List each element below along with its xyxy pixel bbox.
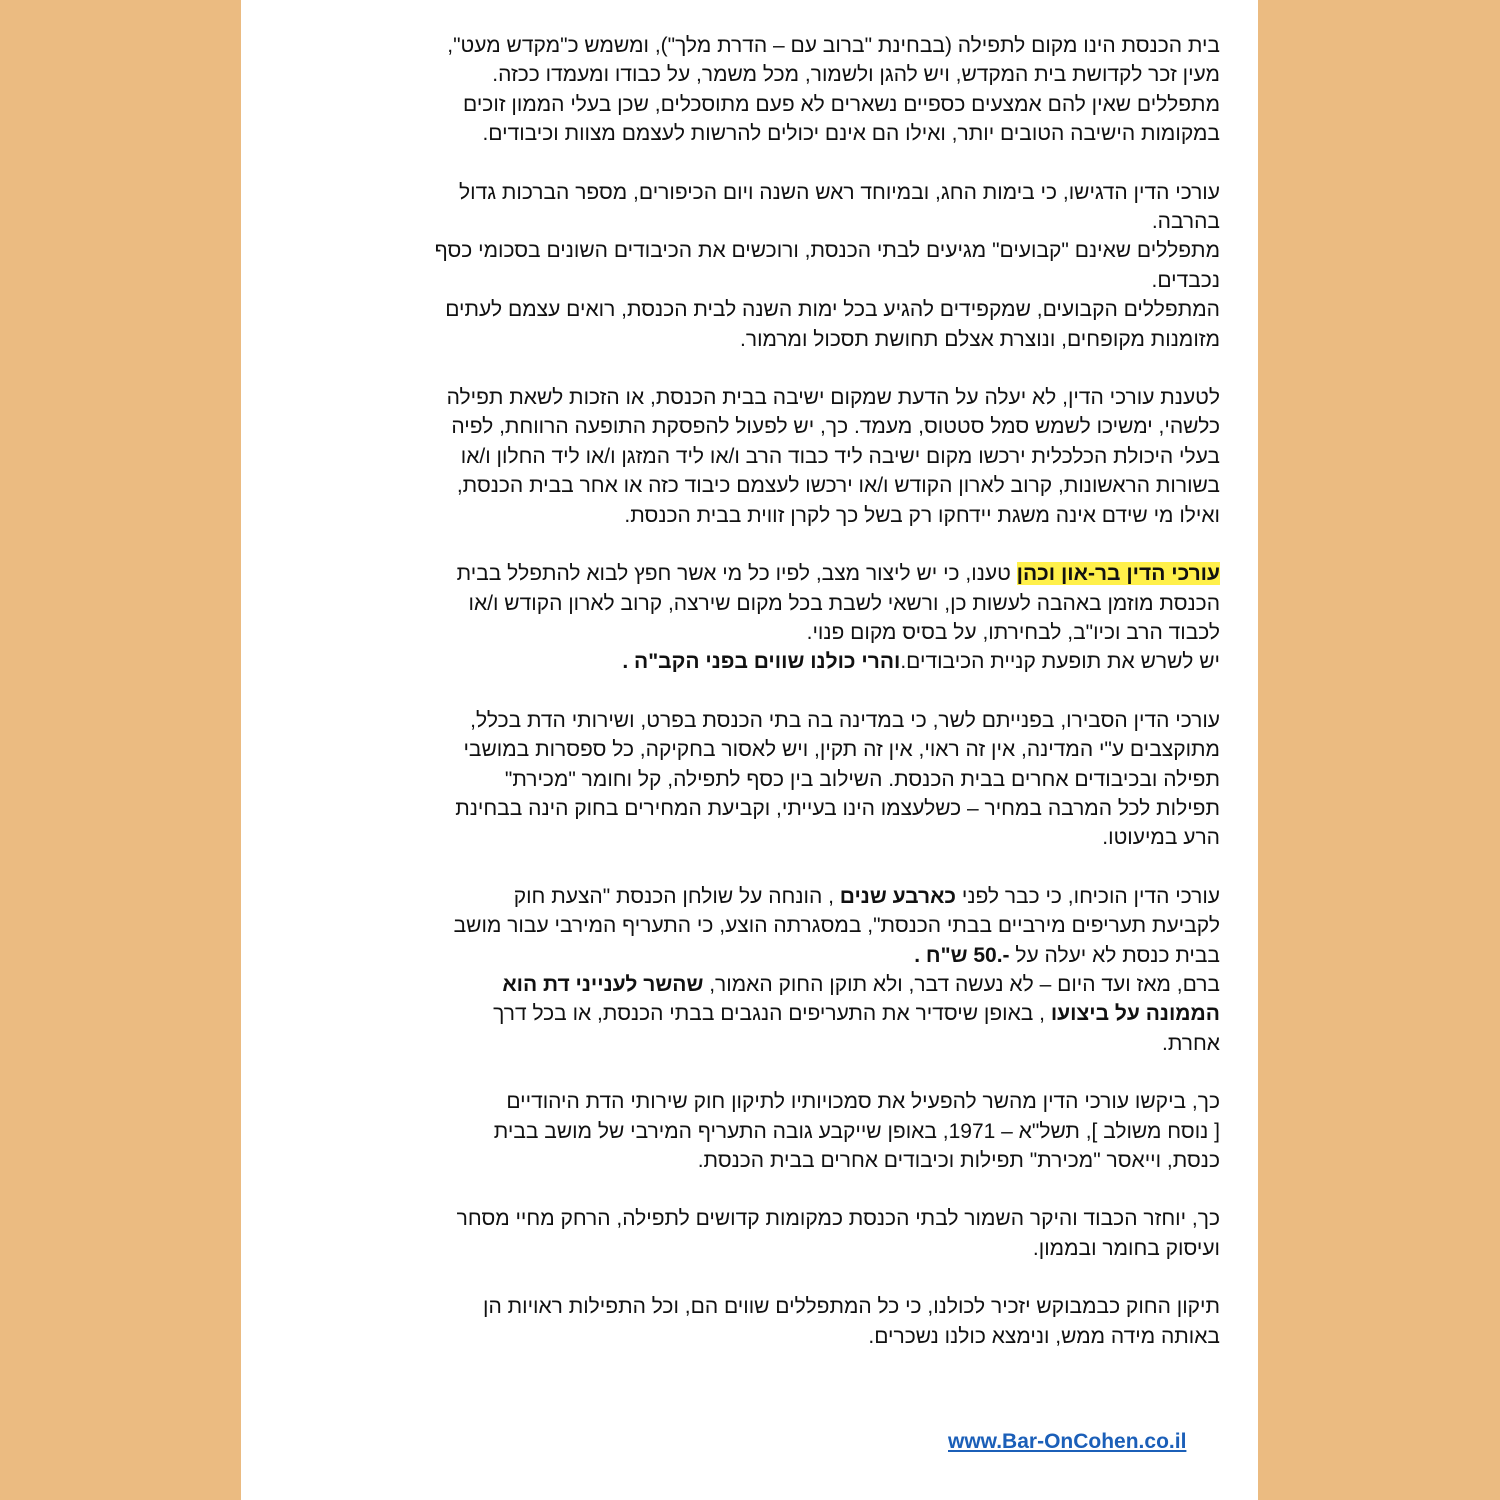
bold-responsible: הממונה על ביצועו	[1050, 1002, 1220, 1026]
bold-years: כארבע שנים	[839, 884, 957, 908]
text-line: עורכי הדין הסבירו, בפנייתם לשר, כי במדינה בה בתי הכנסת בפרט, ושירותי הדת בכלל,	[470, 708, 1220, 732]
paragraph-honor-restored	[331, 1204, 1220, 1263]
text-line: ואילו מי שידם אינה משגת יידחקו רק בשל כך לקרן זווית בבית הכנסת.	[624, 503, 1220, 527]
article-body	[331, 31, 1220, 1351]
text-run: ברם, מאז ועד היום – לא נעשה דבר, ולא תוקן החוק האמור,	[703, 972, 1220, 996]
text-line: תיקון החוק כבמבוקש יזכיר לכולנו, כי כל המתפללים שווים הם, וכל התפילות ראויות הן	[483, 1295, 1220, 1319]
text-line: כך, ביקשו עורכי הדין מהשר להפעיל את סמכויותיו לתיקון חוק שירותי הדת היהודיים	[506, 1090, 1220, 1114]
text-line	[331, 999, 1220, 1028]
text-line: מעין זכר לקדושת בית המקדש, ויש להגן ולשמור, מכל משמר, על כבודו ומעמדו ככזה.	[492, 63, 1220, 87]
text-line: כך, יוחזר הכבוד והיקר השמור לבתי הכנסת כמקומות קדושים לתפילה, הרחק מחיי מסחר	[456, 1207, 1220, 1231]
text-line: באותה מידה ממש, ונימצא כולנו נשכרים.	[868, 1324, 1220, 1348]
text-line	[331, 647, 1220, 676]
text-line: בשורות הראשונות, קרוב לארון הקודש ו/או ירכשו לעצמם כיבוד כזה או אחר בבית הכנסת,	[456, 474, 1220, 498]
text-line	[331, 882, 1220, 911]
text-run: יש לשרש את תופעת קניית הכיבודים.	[900, 650, 1220, 674]
text-line: המתפללים הקבועים, שמקפידים להגיע בכל ימות השנה לבית הכנסת, רואים עצמם לעתים	[445, 298, 1220, 322]
text-line: הכנסת מוזמן באהבה לעשות כן, ורשאי לשבת בכל מקום שירצה, קרוב לארון הקודש ו/או	[468, 591, 1220, 615]
text-line: תפילה ובכיבודים אחרים בבית הכנסת. השילוב בין כסף לתפילה, קל וחומר "מכירת"	[504, 767, 1220, 791]
paragraph-status-symbol	[331, 383, 1220, 530]
text-run: , באופן שיסדיר את התעריפים הנגבים בבתי הכנסת, או בכל דרך	[493, 1002, 1051, 1026]
text-line	[331, 559, 1220, 588]
text-line: מתוקצבים ע"י המדינה, אין זה ראוי, אין זה תקין, ויש לאסור בחקיקה, כל ספסרות במושבי	[463, 738, 1220, 762]
text-line	[331, 941, 1220, 970]
highlighted-names: עורכי הדין בר-און וכהן	[1016, 562, 1220, 586]
text-run: טענו, כי יש ליצור מצב, לפיו כל מי אשר חפץ לבוא להתפלל בבית	[456, 562, 1017, 586]
text-line: נכבדים.	[1151, 268, 1220, 292]
paragraph-request	[331, 1087, 1220, 1175]
document-page	[241, 0, 1258, 1500]
paragraph-bill-history	[331, 882, 1220, 1058]
text-line: מתפללים שאין להם אמצעים כספיים נשארים לא פעם מתוסכלים, שכן בעלי הממון זוכים	[463, 92, 1220, 116]
text-line: במקומות הישיבה הטובים יותר, ואילו הם אינם יכולים להרשות לעצמם מצוות וכיבודים.	[482, 122, 1220, 146]
paragraph-holidays	[331, 178, 1220, 354]
text-line	[331, 970, 1220, 999]
text-line: בהרבה.	[1151, 210, 1220, 234]
text-line: מזומנות מקופחים, ונוצרת אצלם תחושת תסכול ומרמור.	[740, 327, 1220, 351]
website-link[interactable]: www.Bar-OnCohen.co.il	[948, 1430, 1187, 1453]
text-line: לקביעת תעריפים מירביים בבתי הכנסת", במסגרתה הוצע, כי התעריף המירבי עבור מושב	[453, 914, 1220, 938]
paragraph-synagogue-purpose	[331, 31, 1220, 149]
text-line: אחרת.	[1162, 1031, 1220, 1055]
text-line: בית הכנסת הינו מקום לתפילה (בבחינת "ברוב עם – הדרת מלך"), ומשמש כ"מקדש מעט",	[447, 34, 1220, 57]
text-line: ועיסוק בחומר ובממון.	[1032, 1236, 1220, 1260]
text-line: [ נוסח משולב ], תשל"א – 1971, באופן שייקבע גובה התעריף המירבי של מושב בבית	[493, 1119, 1220, 1143]
text-run: עורכי הדין הוכיחו, כי כבר לפני	[956, 884, 1220, 908]
text-line: לכבוד הרב וכיו"ב, לבחירתו, על בסיס מקום פנוי.	[806, 620, 1220, 644]
text-line: בעלי היכולת הכלכלית ירכשו מקום ישיבה ליד כבוד הרב ו/או ליד המזגן ו/או ליד החלון ו/או	[460, 444, 1220, 468]
paragraph-conclusion	[331, 1292, 1220, 1351]
text-line: עורכי הדין הדגישו, כי בימות החג, ובמיוחד ראש השנה ויום הכיפורים, מספר הברכות גדול	[458, 180, 1220, 204]
text-line: הרע במיעוטו.	[1102, 826, 1220, 850]
bold-minister: שהשר לענייני דת הוא	[502, 972, 704, 996]
text-run: , הונחה על שולחן הכנסת "הצעת חוק	[513, 884, 840, 908]
text-run: בבית כנסת לא יעלה על	[1009, 943, 1220, 967]
text-line: מתפללים שאינם "קבועים" מגיעים לבתי הכנסת, ורוכשים את הכיבודים השונים בסכומי כסף	[434, 239, 1220, 263]
paragraph-lawyers-claim	[331, 559, 1220, 677]
bold-price: -.50 ש"ח .	[914, 943, 1010, 967]
text-line: כלשהי, ימשיכו לשמש סמל סטטוס, מעמד. כך, יש לפעול להפסקת התופעה הרווחת, לפיה	[451, 415, 1220, 439]
bold-statement: והרי כולנו שווים בפני הקב"ה .	[622, 650, 901, 674]
paragraph-state-funding	[331, 706, 1220, 853]
text-line: תפילות לכל המרבה במחיר – כשלעצמו הינו בעייתי, וקביעת המחירים בחוק הינה בבחינת	[455, 796, 1220, 820]
text-line: כנסת, וייאסר "מכירת" תפילות וכיבודים אחרים בבית הכנסת.	[697, 1149, 1220, 1172]
text-line: לטענת עורכי הדין, לא יעלה על הדעת שמקום ישיבה בבית הכנסת, או הזכות לשאת תפילה	[446, 386, 1220, 410]
